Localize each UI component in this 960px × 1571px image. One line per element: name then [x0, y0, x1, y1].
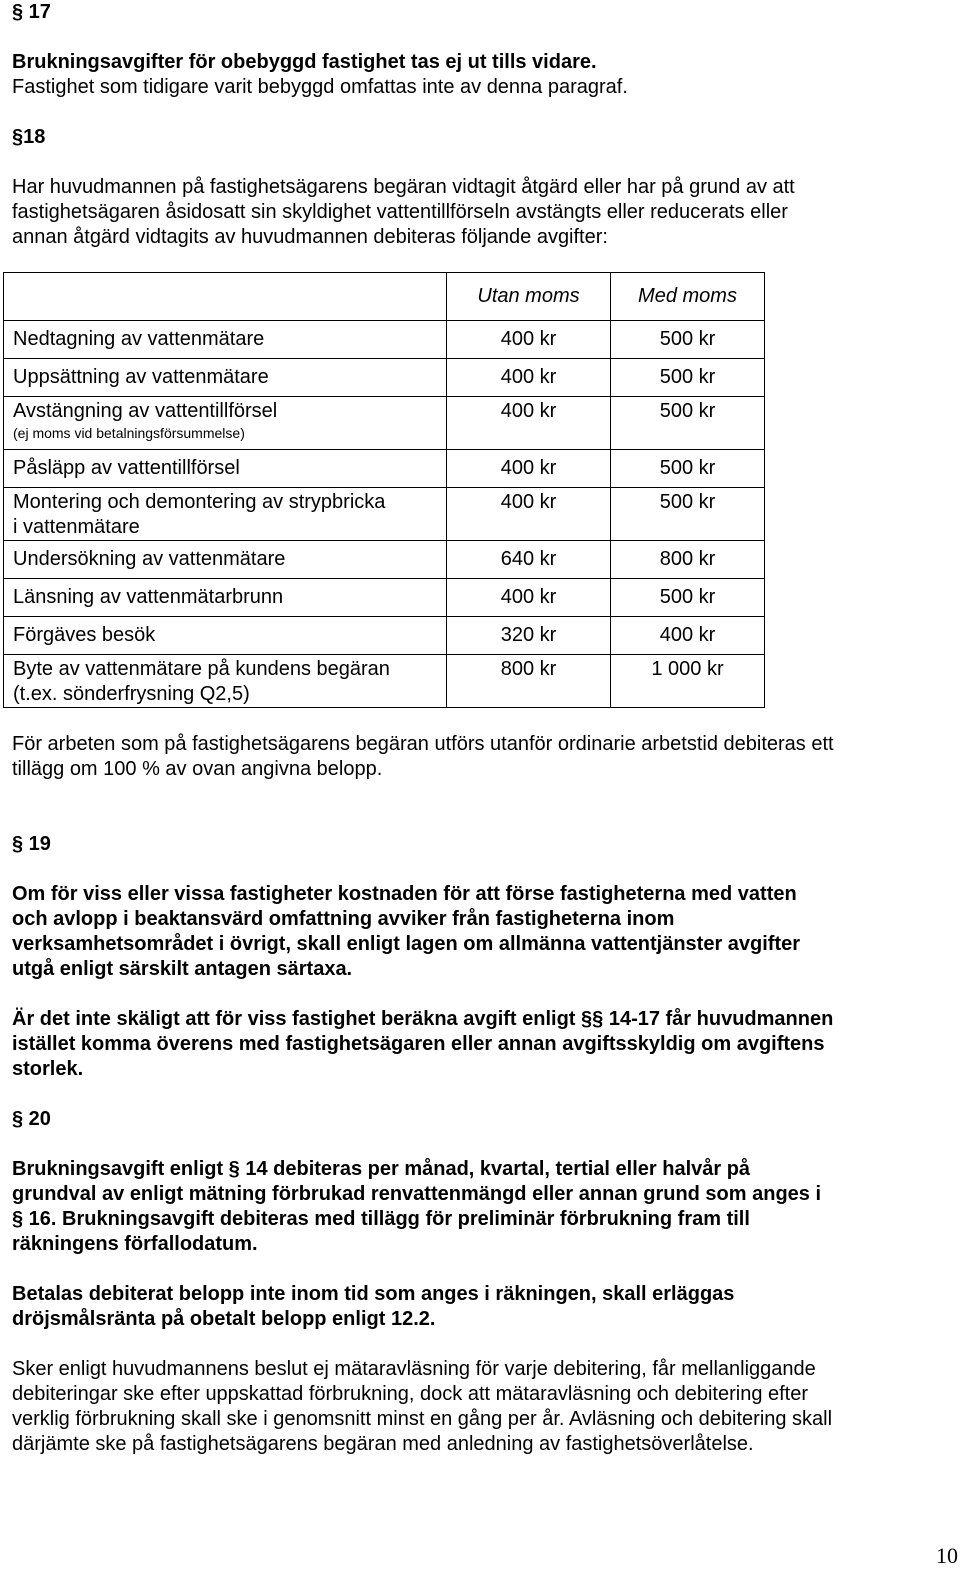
paragraph-line: verklig förbrukning skall ske i genomsnitt minst en gång per år. Avläsning och debitering skall [12, 1408, 833, 1430]
fee-utan-moms: 400 kr [447, 450, 611, 488]
fee-utan-moms: 320 kr [447, 617, 611, 655]
paragraph-line: dröjsmålsränta på obetalt belopp enligt 12.2. [12, 1308, 436, 1330]
section-20-paragraph-3 [12, 1357, 832, 1457]
section-20-paragraph-2 [12, 1282, 734, 1332]
paragraph-line: Brukningsavgift enligt § 14 debiteras per månad, kvartal, tertial eller halvår på [12, 1158, 751, 1180]
table-row [4, 579, 765, 617]
section-17-bold-line: Brukningsavgifter för obebyggd fastighet tas ej ut tills vidare. [12, 51, 597, 73]
paragraph-line: räkningens förfallodatum. [12, 1233, 258, 1255]
paragraph-line: och avlopp i beaktansvärd omfattning avviker från fastigheterna inom [12, 908, 675, 930]
fee-utan-moms: 640 kr [447, 541, 611, 579]
fee-med-moms: 400 kr [611, 617, 765, 655]
section-17-line: Fastighet som tidigare varit bebyggd omfattas inte av denna paragraf. [12, 76, 628, 98]
paragraph-line: därjämte ske på fastighetsägarens begäran med anledning av fastighetsöverlåtelse. [12, 1433, 754, 1455]
section-18-after-table [12, 732, 834, 782]
paragraph-line: Sker enligt huvudmannens beslut ej mätaravläsning för varje debitering, får mellanliggande [12, 1358, 816, 1380]
fee-label: Nedtagning av vattenmätare [4, 321, 447, 359]
fee-label: Uppsättning av vattenmätare [4, 359, 447, 397]
fee-table-header-med-moms: Med moms [611, 273, 765, 321]
section-19-paragraph-1 [12, 882, 800, 982]
paragraph-line: Om för viss eller vissa fastigheter kostnaden för att förse fastigheterna med vatten [12, 883, 797, 905]
fee-label: Byte av vattenmätare på kundens begäran [13, 658, 390, 680]
fee-utan-moms: 400 kr [447, 579, 611, 617]
fee-label: Montering och demontering av strypbricka [13, 491, 386, 513]
fee-label-cell [4, 397, 447, 450]
paragraph-line: Betalas debiterat belopp inte inom tid som anges i räkningen, skall erläggas [12, 1283, 735, 1305]
paragraph-line: § 16. Brukningsavgift debiteras med tillägg för preliminär förbrukning fram till [12, 1208, 750, 1230]
table-row [4, 321, 765, 359]
fee-table-header-utan-moms: Utan moms [447, 273, 611, 321]
table-row [4, 541, 765, 579]
fee-med-moms: 800 kr [611, 541, 765, 579]
fee-table [3, 272, 765, 708]
section-18-heading: §18 [12, 126, 46, 148]
paragraph-line: utgå enligt särskilt antagen särtaxa. [12, 958, 353, 980]
fee-med-moms: 500 kr [611, 359, 765, 397]
paragraph-line: istället komma överens med fastighetsägaren eller annan avgiftsskyldig om avgiftens [12, 1033, 825, 1055]
table-row [4, 617, 765, 655]
page-number: 10 [936, 1543, 958, 1568]
fee-label: Påsläpp av vattentillförsel [4, 450, 447, 488]
fee-med-moms: 500 kr [611, 450, 765, 488]
table-row [4, 359, 765, 397]
fee-utan-moms: 400 kr [447, 488, 611, 541]
fee-note: (ej moms vid betalningsförsummelse) [13, 425, 245, 441]
section-20-paragraph-1 [12, 1157, 821, 1257]
table-row [4, 397, 765, 450]
section-17-heading: § 17 [12, 1, 51, 23]
fee-label: Undersökning av vattenmätare [4, 541, 447, 579]
section-19-paragraph-2 [12, 1007, 833, 1082]
paragraph-line: grundval av enligt mätning förbrukad renvattenmängd eller annan grund som anges i [12, 1183, 822, 1205]
fee-label: Avstängning av vattentillförsel [13, 400, 278, 422]
table-row [4, 488, 765, 541]
table-row [4, 655, 765, 708]
fee-label-continuation: i vattenmätare [13, 516, 140, 538]
paragraph-line: fastighetsägaren åsidosatt sin skyldighet vattentillförseln avstängts eller reducerats eller [12, 201, 788, 223]
fee-label: Länsning av vattenmätarbrunn [4, 579, 447, 617]
fee-label-continuation: (t.ex. sönderfrysning Q2,5) [13, 683, 250, 705]
fee-label-cell [4, 655, 447, 708]
fee-utan-moms: 400 kr [447, 359, 611, 397]
fee-utan-moms: 400 kr [447, 321, 611, 359]
section-18-paragraph [12, 175, 795, 250]
fee-med-moms: 1 000 kr [611, 655, 765, 708]
fee-table-header-row [4, 273, 765, 321]
paragraph-line: tillägg om 100 % av ovan angivna belopp. [12, 758, 383, 780]
fee-med-moms: 500 kr [611, 321, 765, 359]
table-row [4, 450, 765, 488]
fee-med-moms: 500 kr [611, 397, 765, 450]
section-20-heading: § 20 [12, 1108, 51, 1130]
section-19-heading: § 19 [12, 833, 51, 855]
fee-utan-moms: 400 kr [447, 397, 611, 450]
paragraph-line: storlek. [12, 1058, 84, 1080]
fee-utan-moms: 800 kr [447, 655, 611, 708]
paragraph-line: verksamhetsområdet i övrigt, skall enligt lagen om allmänna vattentjänster avgifter [12, 933, 801, 955]
paragraph-line: Har huvudmannen på fastighetsägarens begäran vidtagit åtgärd eller har på grund av att [12, 176, 795, 198]
paragraph-line: För arbeten som på fastighetsägarens begäran utförs utanför ordinarie arbetstid debiteras ett [12, 733, 834, 755]
fee-label: Förgäves besök [4, 617, 447, 655]
fee-label-cell [4, 488, 447, 541]
fee-med-moms: 500 kr [611, 579, 765, 617]
fee-table-header-empty [4, 273, 447, 321]
fee-med-moms: 500 kr [611, 488, 765, 541]
paragraph-line: debiteringar ske efter uppskattad förbrukning, dock att mätaravläsning och debitering efter [12, 1383, 809, 1405]
paragraph-line: Är det inte skäligt att för viss fastighet beräkna avgift enligt §§ 14-17 får huvudmannen [12, 1008, 834, 1030]
paragraph-line: annan åtgärd vidtagits av huvudmannen debiteras följande avgifter: [12, 226, 608, 248]
